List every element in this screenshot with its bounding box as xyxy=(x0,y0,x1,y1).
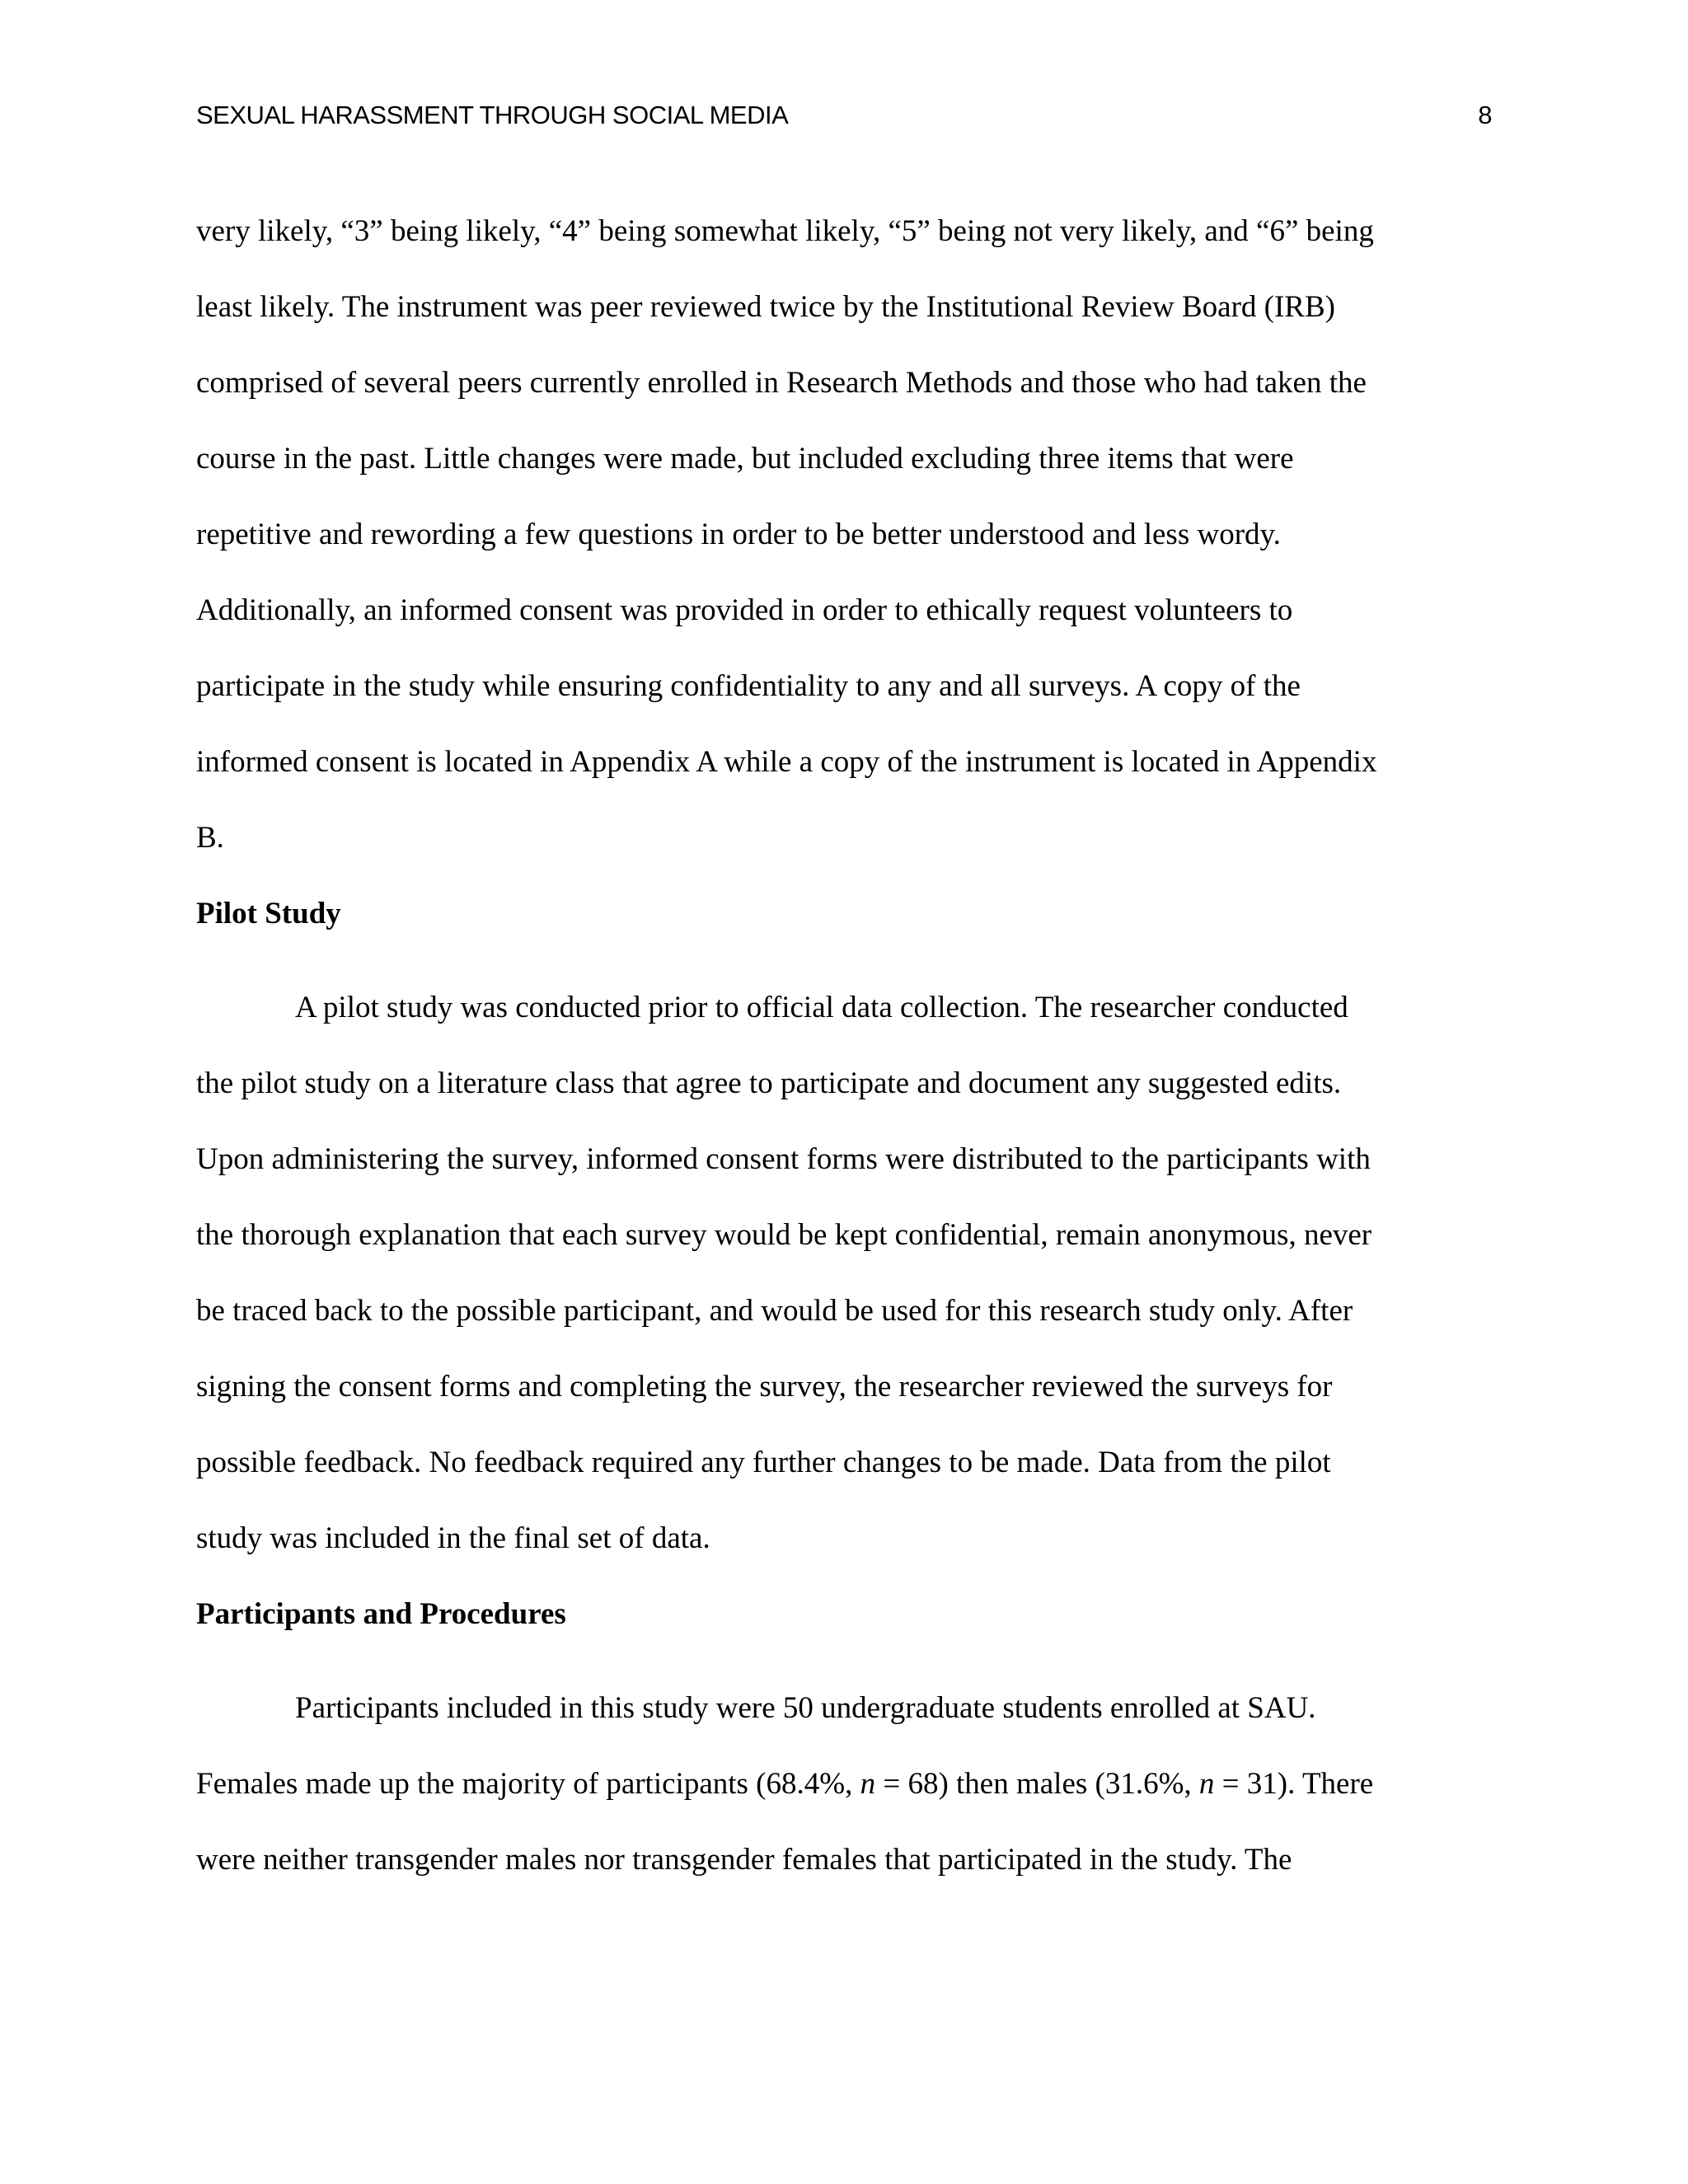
text-fragment: Females made up the majority of participants (68.4%, xyxy=(196,1767,860,1801)
text-line: possible feedback. No feedback required any further changes to be made. Data from the pilot xyxy=(196,1446,1331,1479)
text-line: participate in the study while ensuring confidentiality to any and all surveys. A copy of the xyxy=(196,669,1301,703)
page-number: 8 xyxy=(1478,101,1492,129)
text-line: study was included in the final set of data. xyxy=(196,1521,710,1555)
text-line: comprised of several peers currently enrolled in Research Methods and those who had taken the xyxy=(196,366,1367,400)
text-line: Additionally, an informed consent was provided in order to ethically request volunteers to xyxy=(196,593,1293,627)
n-symbol: n xyxy=(860,1767,876,1801)
text-fragment: = 68) then males (31.6%, xyxy=(875,1767,1199,1801)
text-line: were neither transgender males nor transgender females that participated in the study. The xyxy=(196,1843,1292,1877)
text-line: signing the consent forms and completing the survey, the researcher reviewed the surveys for xyxy=(196,1370,1333,1404)
text-line xyxy=(196,1746,1515,1822)
text-fragment: = 31). There xyxy=(1214,1767,1374,1801)
text-line: informed consent is located in Appendix A while a copy of the instrument is located in Appendix xyxy=(196,745,1377,779)
section-heading-participants-procedures: Participants and Procedures xyxy=(196,1597,566,1631)
text-line: Upon administering the survey, informed consent forms were distributed to the participants with xyxy=(196,1142,1371,1176)
text-line: the pilot study on a literature class that agree to participate and document any suggested edits. xyxy=(196,1066,1342,1100)
running-title: SEXUAL HARASSMENT THROUGH SOCIAL MEDIA xyxy=(196,101,789,129)
document-body xyxy=(196,194,1515,1898)
text-line: least likely. The instrument was peer reviewed twice by the Institutional Review Board (IRB) xyxy=(196,290,1335,324)
section-heading-pilot-study: Pilot Study xyxy=(196,897,341,930)
text-line: A pilot study was conducted prior to official data collection. The researcher conducted xyxy=(295,991,1348,1024)
text-line: be traced back to the possible participant, and would be used for this research study only. After xyxy=(196,1294,1353,1328)
paragraph-instrument xyxy=(196,194,1515,876)
paragraph-participants xyxy=(196,1671,1515,1898)
text-line: B. xyxy=(196,821,224,855)
text-line: very likely, “3” being likely, “4” being somewhat likely, “5” being not very likely, and “6” being xyxy=(196,214,1374,248)
text-line: Participants included in this study were 50 undergraduate students enrolled at SAU. xyxy=(295,1691,1316,1725)
running-head xyxy=(196,97,1492,134)
text-line: repetitive and rewording a few questions in order to be better understood and less wordy. xyxy=(196,518,1281,551)
text-line: the thorough explanation that each survey would be kept confidential, remain anonymous, never xyxy=(196,1218,1372,1252)
paragraph-pilot-study xyxy=(196,970,1515,1577)
n-symbol: n xyxy=(1198,1767,1215,1801)
text-line: course in the past. Little changes were made, but included excluding three items that were xyxy=(196,442,1294,476)
